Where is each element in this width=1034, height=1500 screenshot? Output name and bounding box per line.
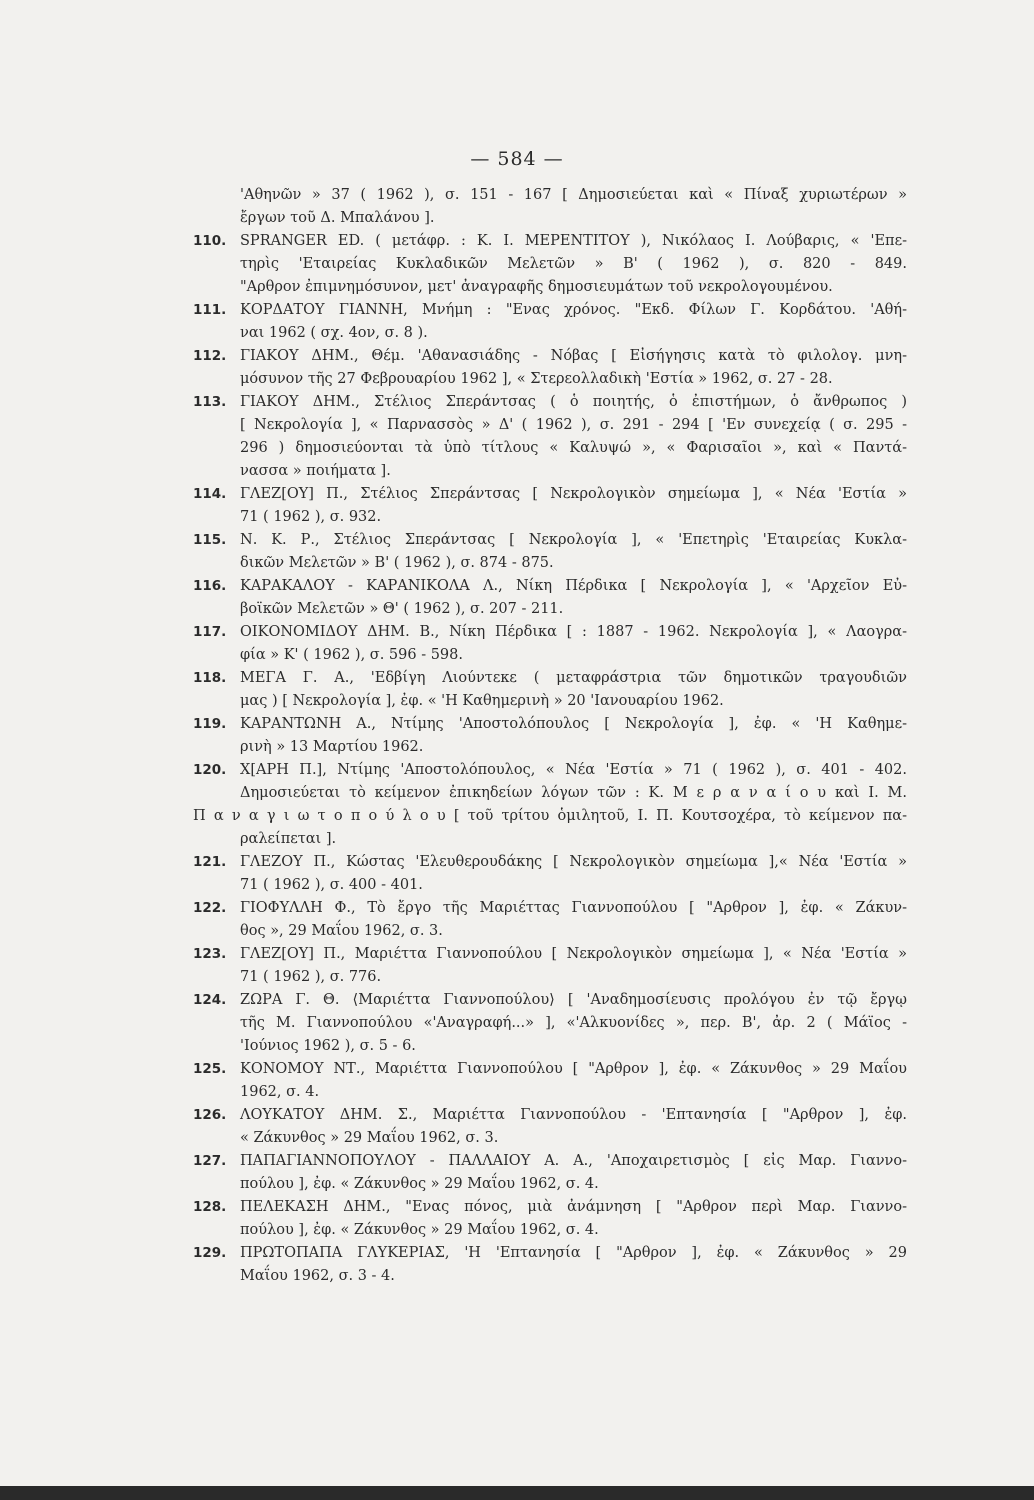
- bibliography-entry: [193, 345, 907, 391]
- entry-line: ΠΑΠΑΓΙΑΝΝΟΠΟΥΛΟΥ - ΠΑΛΛΑΙΟΥ Α. Α., 'Αποχαιρετισμὸς [ εἰς Μαρ. Γιαννο-: [240, 1153, 907, 1169]
- entry-line: « Ζάκυνθος » 29 Μαΐου 1962, σ. 3.: [240, 1130, 499, 1146]
- scan-bottom-edge: [0, 1486, 1034, 1500]
- entry-line: φία » Κ' ( 1962 ), σ. 596 - 598.: [240, 647, 463, 663]
- entry-line: 1962, σ. 4.: [240, 1084, 320, 1100]
- entry-line: πούλου ], ἐφ. « Ζάκυνθος » 29 Μαΐου 1962, σ. 4.: [240, 1222, 599, 1238]
- entry-line: ΠΡΩΤΟΠΑΠΑ ΓΛΥΚΕΡΙΑΣ, 'Η 'Επτανησία [ "Αρθρον ], ἐφ. « Ζάκυνθος » 29: [240, 1245, 907, 1261]
- entry-line: ναι 1962 ( σχ. 4ον, σ. 8 ).: [240, 325, 428, 341]
- bibliography-entry: [193, 1104, 907, 1150]
- bibliography-entry: [193, 897, 907, 943]
- entry-number: 128.: [193, 1199, 227, 1215]
- entry-number: 126.: [193, 1107, 227, 1123]
- entry-line: Δημοσιεύεται τὸ κείμενον ἐπικηδείων λόγων τῶν : Κ. Μ ε ρ α ν α ί ο υ καὶ Ι. Μ.: [240, 785, 907, 801]
- entry-line: 296 ) δημοσιεύονται τὰ ὑπὸ τίτλους « Καλυψώ », « Φαρισαῖοι », καὶ « Παντά-: [240, 440, 907, 456]
- entry-line: πούλου ], ἐφ. « Ζάκυνθος » 29 Μαΐου 1962, σ. 4.: [240, 1176, 599, 1192]
- entry-number: 112.: [193, 348, 227, 364]
- entry-number: 117.: [193, 624, 227, 640]
- entry-line: 71 ( 1962 ), σ. 400 - 401.: [240, 877, 423, 893]
- entry-number: 119.: [193, 716, 227, 732]
- entry-line: νασσα » ποιήματα ].: [240, 463, 391, 479]
- entry-line: ρινὴ » 13 Μαρτίου 1962.: [240, 739, 424, 755]
- bibliography-entry: [193, 1058, 907, 1104]
- entry-line: τηρὶς 'Εταιρείας Κυκλαδικῶν Μελετῶν » Β' ( 1962 ), σ. 820 - 849.: [240, 256, 907, 272]
- entry-line: ΠΕΛΕΚΑΣΗ ΔΗΜ., "Ενας πόνος, μιὰ ἀνάμνηση [ "Αρθρον περὶ Μαρ. Γιαννο-: [240, 1199, 907, 1215]
- entry-number: 122.: [193, 900, 227, 916]
- entry-line: ΚΑΡΑΝΤΩΝΗ Α., Ντίμης 'Αποστολόπουλος [ Νεκρολογία ], ἐφ. « 'Η Καθημε-: [240, 716, 907, 732]
- entry-line: "Αρθρον ἐπιμνημόσυνον, μετ' ἀναγραφῆς δημοσιευμάτων τοῦ νεκρολογουμένου.: [240, 279, 833, 295]
- bibliography-entry: [193, 483, 907, 529]
- bibliography-entry: [193, 667, 907, 713]
- entry-line: βοϊκῶν Μελετῶν » Θ' ( 1962 ), σ. 207 - 211.: [240, 601, 564, 617]
- entry-line: Π α ν α γ ι ω τ ο π ο ύ λ ο υ [ τοῦ τρίτου ὁμιλητοῦ, Ι. Π. Κουτσοχέρα, τὸ κείμενον πα-: [193, 808, 907, 824]
- bibliography-entry: [193, 713, 907, 759]
- entry-number: 120.: [193, 762, 227, 778]
- entry-line: 'Αθηνῶν » 37 ( 1962 ), σ. 151 - 167 [ Δημοσιεύεται καὶ « Πίναξ χυριωτέρων »: [240, 187, 907, 203]
- entry-line: SPRANGER ED. ( μετάφρ. : Κ. Ι. ΜΕΡΕΝΤΙΤΟΥ ), Νικόλαος Ι. Λούβαρις, « 'Επε-: [240, 233, 907, 249]
- entry-line: ΜΕΓΑ Γ. Α., 'Εδβίγη Λιούντεκε ( μεταφράστρια τῶν δημοτικῶν τραγουδιῶν: [240, 670, 907, 686]
- entry-line: 71 ( 1962 ), σ. 776.: [240, 969, 382, 985]
- entry-line: ΓΙΟΦΥΛΛΗ Φ., Τὸ ἔργο τῆς Μαριέττας Γιαννοπούλου [ "Αρθρον ], ἐφ. « Ζάκυν-: [240, 900, 907, 916]
- entry-number: 111.: [193, 302, 227, 318]
- entry-line: Χ[ΑΡΗ Π.], Ντίμης 'Αποστολόπουλος, « Νέα 'Εστία » 71 ( 1962 ), σ. 401 - 402.: [240, 762, 907, 778]
- entry-line: ἔργων τοῦ Δ. Μπαλάνου ].: [240, 210, 435, 226]
- entry-line: ΚΑΡΑΚΑΛΟΥ - ΚΑΡΑΝΙΚΟΛΑ Λ., Νίκη Πέρδικα [ Νεκρολογία ], « 'Αρχεῖον Εὐ-: [240, 578, 907, 594]
- entry-line: ΛΟΥΚΑΤΟΥ ΔΗΜ. Σ., Μαριέττα Γιαννοπούλου - 'Επτανησία [ "Αρθρον ], ἐφ.: [240, 1107, 907, 1123]
- bibliography-entry: [193, 1242, 907, 1288]
- bibliography-entry: [193, 184, 907, 230]
- entry-line: Ν. Κ. Ρ., Στέλιος Σπεράντσας [ Νεκρολογία ], « 'Επετηρὶς 'Εταιρείας Κυκλα-: [240, 532, 907, 548]
- entry-number: 115.: [193, 532, 227, 548]
- bibliography-list: [193, 184, 907, 1288]
- entry-number: 124.: [193, 992, 227, 1008]
- entry-number: 121.: [193, 854, 227, 870]
- entry-line: μόσυνον τῆς 27 Φεβρουαρίου 1962 ], « Στερεολλαδικὴ 'Εστία » 1962, σ. 27 - 28.: [240, 371, 833, 387]
- bibliography-entry: [193, 621, 907, 667]
- entry-line: ΖΩΡΑ Γ. Θ. ⟨Μαριέττα Γιαννοπούλου⟩ [ 'Αναδημοσίευσις προλόγου ἐν τῷ ἔργῳ: [240, 992, 907, 1008]
- entry-number: 123.: [193, 946, 227, 962]
- entry-line: 'Ιούνιος 1962 ), σ. 5 - 6.: [240, 1038, 416, 1054]
- bibliography-entry: [193, 759, 907, 851]
- entry-number: 114.: [193, 486, 227, 502]
- bibliography-entry: [193, 230, 907, 299]
- entry-number: 113.: [193, 394, 227, 410]
- entry-number: 127.: [193, 1153, 227, 1169]
- entry-line: ΚΟΝΟΜΟΥ ΝΤ., Μαριέττα Γιαννοπούλου [ "Αρθρον ], ἐφ. « Ζάκυνθος » 29 Μαΐου: [240, 1061, 907, 1077]
- entry-number: 118.: [193, 670, 227, 686]
- bibliography-entry: [193, 943, 907, 989]
- entry-line: θος », 29 Μαΐου 1962, σ. 3.: [240, 923, 443, 939]
- bibliography-entry: [193, 299, 907, 345]
- bibliography-entry: [193, 851, 907, 897]
- entry-line: ΚΟΡΔΑΤΟΥ ΓΙΑΝΝΗ, Μνήμη : "Ενας χρόνος. "Εκδ. Φίλων Γ. Κορδάτου. 'Αθή-: [240, 302, 907, 318]
- entry-line: Μαΐου 1962, σ. 3 - 4.: [240, 1268, 395, 1284]
- entry-number: 110.: [193, 233, 227, 249]
- entry-line: μας ) [ Νεκρολογία ], ἐφ. « 'Η Καθημερινὴ » 20 'Ιανουαρίου 1962.: [240, 693, 724, 709]
- entry-line: δικῶν Μελετῶν » Β' ( 1962 ), σ. 874 - 875.: [240, 555, 554, 571]
- entry-line: [ Νεκρολογία ], « Παρνασσὸς » Δ' ( 1962 ), σ. 291 - 294 [ 'Εν συνεχείᾳ ( σ. 295 -: [240, 417, 907, 433]
- entry-number: 125.: [193, 1061, 227, 1077]
- entry-number: 116.: [193, 578, 227, 594]
- entry-line: ΓΛΕΖ[ΟΥ] Π., Μαριέττα Γιαννοπούλου [ Νεκρολογικὸν σημείωμα ], « Νέα 'Εστία »: [240, 946, 907, 962]
- entry-line: ΓΛΕΖΟΥ Π., Κώστας 'Ελευθερουδάκης [ Νεκρολογικὸν σημείωμα ],« Νέα 'Εστία »: [240, 854, 907, 870]
- entry-line: ΓΛΕΖ[ΟΥ] Π., Στέλιος Σπεράντσας [ Νεκρολογικὸν σημείωμα ], « Νέα 'Εστία »: [240, 486, 907, 502]
- bibliography-entry: [193, 989, 907, 1058]
- bibliography-entry: [193, 391, 907, 483]
- entry-number: 129.: [193, 1245, 227, 1261]
- bibliography-entry: [193, 1196, 907, 1242]
- entry-line: ΟΙΚΟΝΟΜΙΔΟΥ ΔΗΜ. Β., Νίκη Πέρδικα [ : 1887 - 1962. Νεκρολογία ], « Λαογρα-: [240, 624, 907, 640]
- entry-line: τῆς Μ. Γιαννοπούλου «'Αναγραφή...» ], «'Αλκυονίδες », περ. Β', ἀρ. 2 ( Μάϊος -: [240, 1015, 907, 1031]
- entry-line: ραλείπεται ].: [240, 831, 337, 847]
- entry-line: ΓΙΑΚΟΥ ΔΗΜ., Θέμ. 'Αθανασιάδης - Νόβας [ Εἰσήγησις κατὰ τὸ φιλολογ. μνη-: [240, 348, 907, 364]
- entry-line: 71 ( 1962 ), σ. 932.: [240, 509, 382, 525]
- entry-line: ΓΙΑΚΟΥ ΔΗΜ., Στέλιος Σπεράντσας ( ὁ ποιητής, ὁ ἐπιστήμων, ὁ ἄνθρωπος ): [240, 394, 907, 410]
- bibliography-entry: [193, 529, 907, 575]
- bibliography-entry: [193, 1150, 907, 1196]
- page-number: — 584 —: [470, 148, 564, 170]
- bibliography-entry: [193, 575, 907, 621]
